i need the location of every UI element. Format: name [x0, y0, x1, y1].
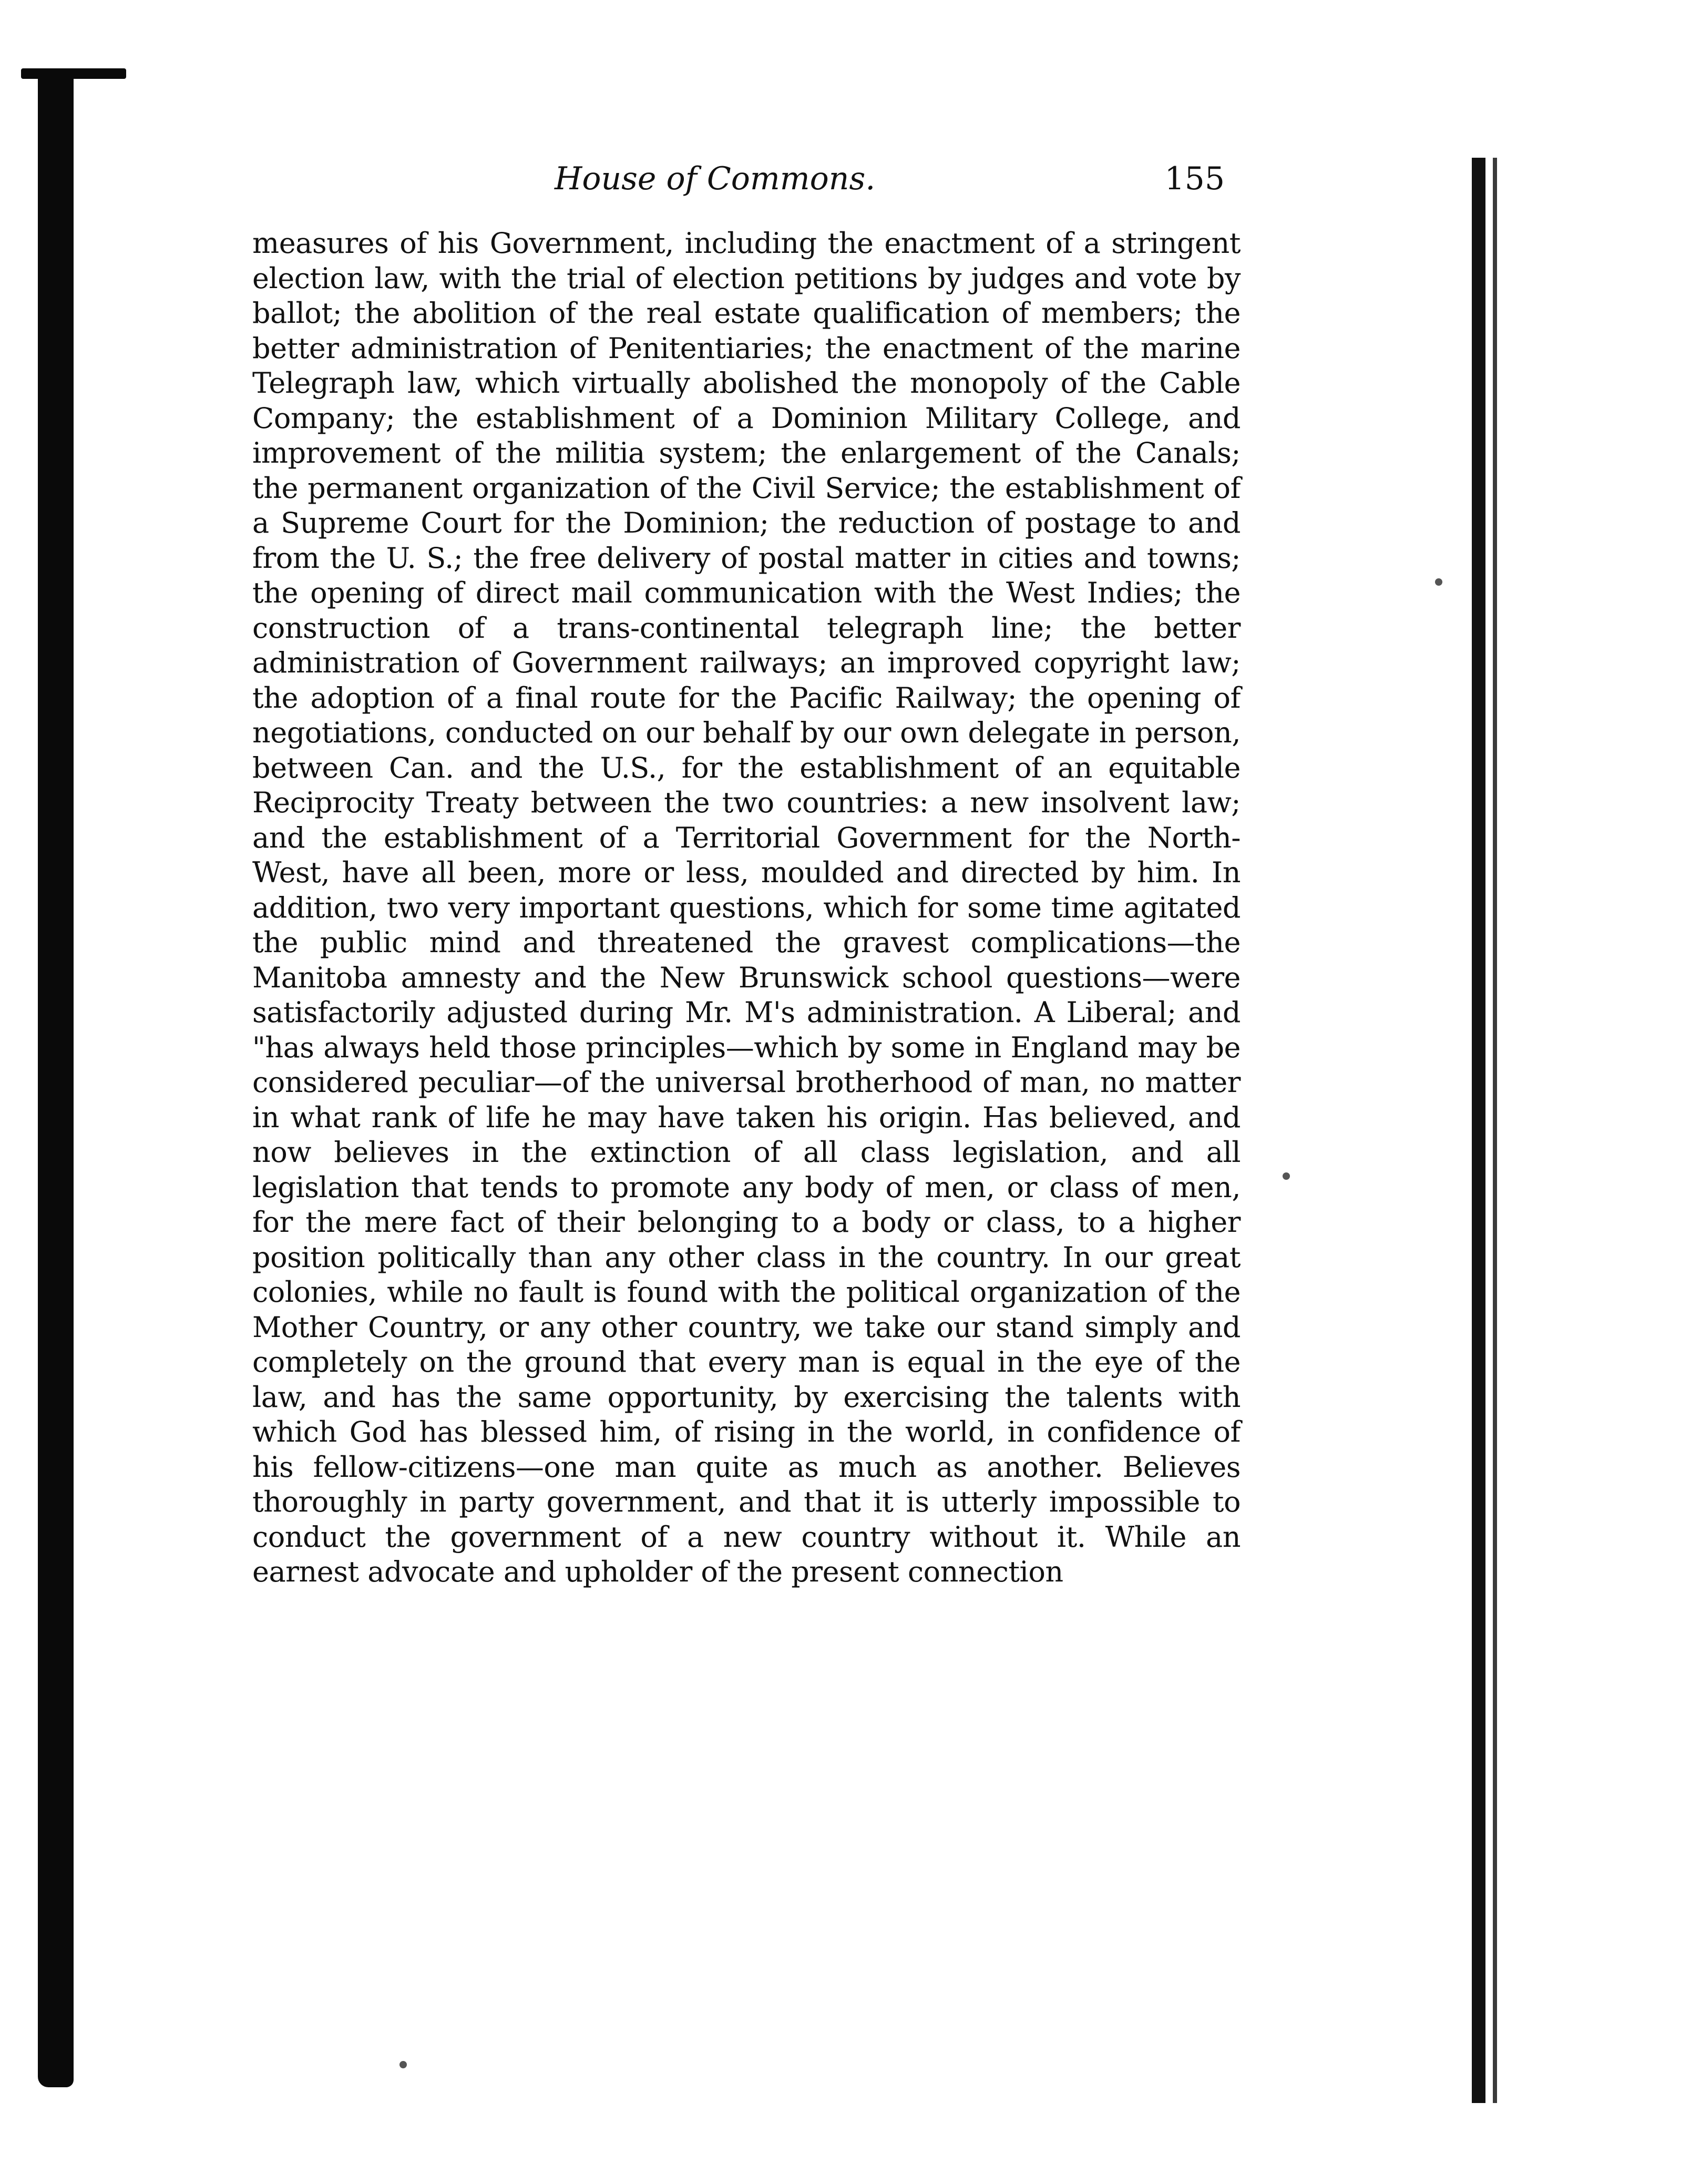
scan-speck [399, 2061, 407, 2068]
scan-speck [1435, 578, 1442, 586]
scan-border-right [1472, 158, 1485, 2103]
scan-border-top-left [21, 68, 126, 79]
running-head [263, 158, 1225, 200]
body-paragraph: measures of his Government, including the enactment of a stringent election law, with the trial of election petitions by judges and vote by ballot; the abolition of the real estate qualification of members; the better administration of Penitentiaries; the enactment of the marine Telegraph law, which virtually abolished the monopoly of the Cable Company; the establishment of a Dominion Military College, and improvement of the militia system; the enlargement of the Canals; the permanent organization of the Civil Service; the establishment of a Supreme Court for the Dominion; the reduction of postage to and from the U. S.; the free delivery of postal matter in cities and towns; the opening of direct mail communication with the West Indies; the construction of a trans-continental telegraph line; the better administration of Government railways; an improved copyright law; the adoption of a final route for the Pacific Railway; the opening of negotiations, conducted on our behalf by our own delegate in person, between Can. and the U.S., for the establishment of an equitable Reciprocity Treaty between the two countries: a new insolvent law; and the establishment of a Territorial Government for the North-West, have all been, more or less, moulded and directed by him. In addition, two very important questions, which for some time agitated the public mind and threatened the gravest complications—the Manitoba amnesty and the New Brunswick school questions—were satisfactorily adjusted during Mr. M's administration. A Liberal; and "has always held those principles—which by some in England may be considered peculiar—of the universal brotherhood of man, no matter in what rank of life he may have taken his origin. Has believed, and now believes in the extinction of all class legislation, and all legislation that tends to promote any body of men, or class of men, for the mere fact of their belonging to a body or class, to a higher position politically than any other class in the country. In our great colonies, while no fault is found with the political organization of the Mother Country, or any other country, we take our stand simply and completely on the ground that every man is equal in the eye of the law, and has the same opportunity, by exercising the talents with which God has blessed him, of rising in the world, in confidence of his fellow-citizens—one man quite as much as another. Believes thoroughly in party government, and that it is utterly impossible to conduct the government of a new country without it. While an earnest advocate and upholder of the present connection [252, 227, 1241, 1588]
scan-border-right-inner [1493, 158, 1497, 2103]
scan-speck [1283, 1172, 1290, 1180]
running-title: House of Commons. [555, 160, 876, 197]
page-number: 155 [1164, 160, 1225, 197]
scan-border-left [38, 74, 74, 2087]
